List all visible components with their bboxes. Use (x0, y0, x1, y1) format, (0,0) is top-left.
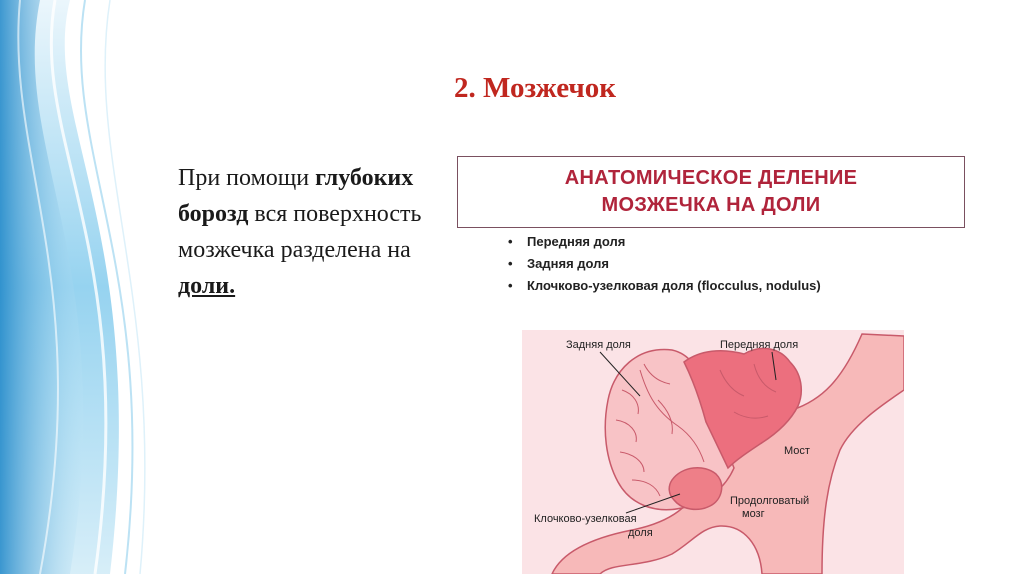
figure-header-line2: МОЗЖЕЧКА НА ДОЛИ (601, 194, 821, 216)
body-text-bold: глубоких борозд (178, 165, 414, 227)
lobe-list-item: • Передняя доля (508, 234, 872, 250)
flocculonodular-lobe-shape (669, 468, 721, 510)
figure-header-line1: АНАТОМИЧЕСКОЕ ДЕЛЕНИЕ (564, 167, 858, 189)
cerebellum-diagram (522, 330, 904, 574)
label-flocculonodular-line2: доля (628, 527, 653, 539)
lobe-list (508, 234, 872, 300)
lobe-list-item: • Задняя доля (508, 256, 872, 272)
label-pons: Мост (784, 445, 810, 457)
body-text-middle: вся поверхность мозжечка разделена на (178, 201, 422, 263)
label-anterior-lobe: Передняя доля (720, 339, 799, 351)
label-posterior-lobe: Задняя доля (566, 339, 631, 351)
figure-header-box (457, 156, 965, 228)
body-text-before: При помощи (178, 165, 316, 191)
slide-title: 2. Мозжечок (454, 72, 616, 104)
label-medulla-line2: мозг (742, 508, 765, 520)
label-medulla-line1: Продолговатый (730, 495, 810, 507)
body-paragraph (178, 160, 438, 304)
label-flocculonodular-line1: Клочково-узелковая (534, 513, 637, 525)
body-text-bold-underlined: доли. (178, 273, 236, 299)
lobe-list-item: • Клочково-узелковая доля (flocculus, nodulus) (508, 278, 872, 294)
